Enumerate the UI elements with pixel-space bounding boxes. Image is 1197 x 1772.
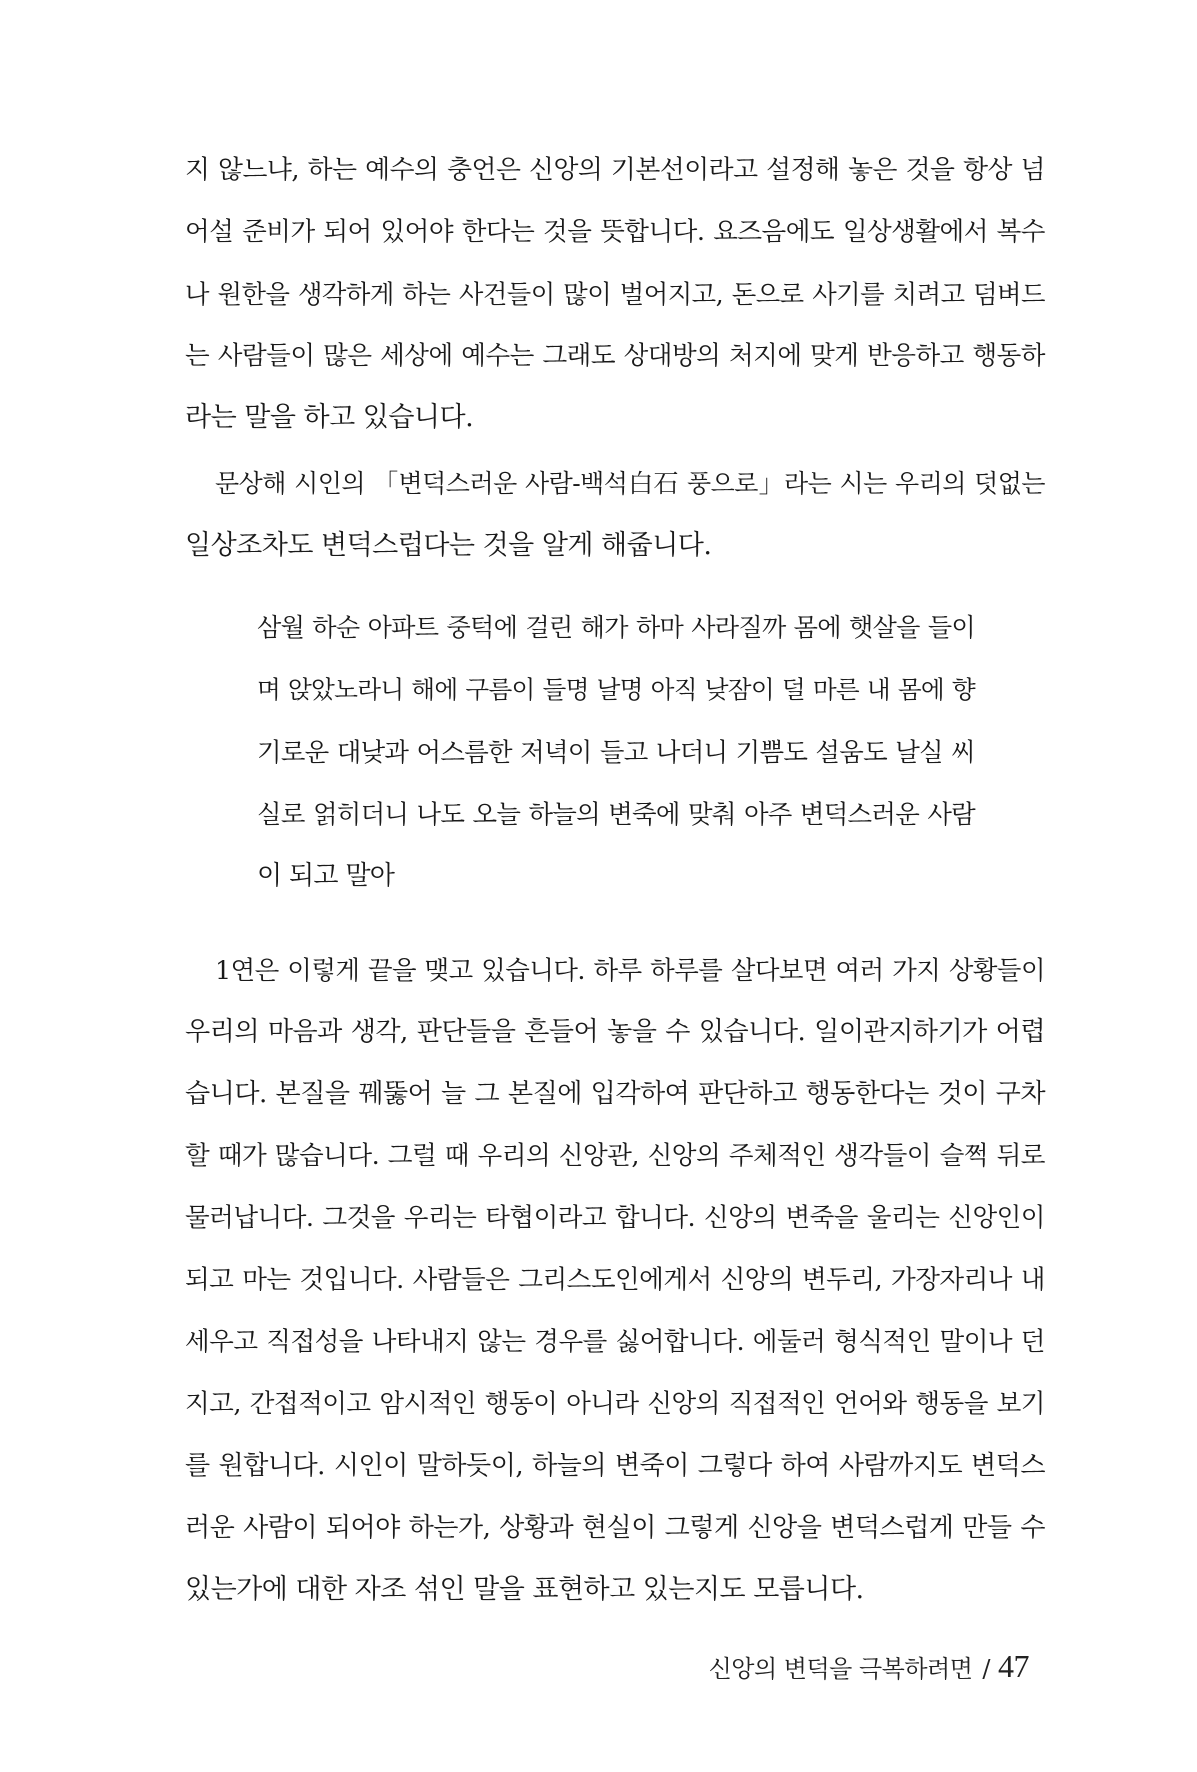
text-line: 어설 준비가 되어 있어야 한다는 것을 뜻합니다. 요즈음에도 일상생활에서 복수 xyxy=(185,217,1045,247)
paragraph-2 xyxy=(185,453,1045,577)
paragraph-1 xyxy=(185,139,1045,449)
text-line: 지 않느냐, 하는 예수의 충언은 신앙의 기본선이라고 설정해 놓은 것을 항상 넘 xyxy=(185,155,1045,185)
poem-quote xyxy=(257,597,975,907)
text-line: 는 사람들이 많은 세상에 예수는 그래도 상대방의 처지에 맞게 반응하고 행동하 xyxy=(185,341,1045,371)
page-number: 47 xyxy=(998,1648,1029,1684)
text-line: 러운 사람이 되어야 하는가, 상황과 현실이 그렇게 신앙을 변덕스럽게 만들 수 xyxy=(185,1513,1045,1543)
page-footer xyxy=(709,1648,1029,1685)
quote-line: 며 앉았노라니 해에 구름이 들명 날명 아직 낮잠이 덜 마른 내 몸에 향 xyxy=(257,675,975,704)
text-line: 우리의 마음과 생각, 판단들을 흔들어 놓을 수 있습니다. 일이관지하기가 어렵 xyxy=(185,1017,1045,1047)
quote-line: 기로운 대낮과 어스름한 저녁이 들고 나더니 기쁨도 설움도 날실 씨 xyxy=(257,737,975,767)
text-line: 문상해 시인의 「변덕스러운 사람-백석白石 풍으로」라는 시는 우리의 덧없는 xyxy=(215,469,1045,498)
footer-separator: / xyxy=(982,1655,990,1683)
quote-line: 이 되고 말아 xyxy=(257,861,395,891)
text-line: 할 때가 많습니다. 그럴 때 우리의 신앙관, 신앙의 주체적인 생각들이 슬쩍 뒤로 xyxy=(185,1141,1045,1171)
text-line: 있는가에 대한 자조 섞인 말을 표현하고 있는지도 모릅니다. xyxy=(185,1574,864,1605)
text-line: 물러납니다. 그것을 우리는 타협이라고 합니다. 신앙의 변죽을 울리는 신앙인이 xyxy=(185,1203,1045,1233)
paragraph-3 xyxy=(185,939,1045,1621)
running-title: 신앙의 변덕을 극복하려면 xyxy=(708,1655,973,1683)
text-line: 1연은 이렇게 끝을 맺고 있습니다. 하루 하루를 살다보면 여러 가지 상황들이 xyxy=(215,955,1045,985)
quote-line: 실로 얽히더니 나도 오늘 하늘의 변죽에 맞춰 아주 변덕스러운 사람 xyxy=(257,799,975,829)
quote-line: 삼월 하순 아파트 중턱에 걸린 해가 하마 사라질까 몸에 햇살을 들이 xyxy=(257,613,975,642)
text-line: 되고 마는 것입니다. 사람들은 그리스도인에게서 신앙의 변두리, 가장자리나 내 xyxy=(185,1265,1045,1295)
text-line: 를 원합니다. 시인이 말하듯이, 하늘의 변죽이 그렇다 하여 사람까지도 변덕스 xyxy=(185,1451,1045,1481)
text-line: 라는 말을 하고 있습니다. xyxy=(185,402,474,433)
text-line: 일상조차도 변덕스럽다는 것을 알게 해줍니다. xyxy=(185,530,712,561)
text-line: 나 원한을 생각하게 하는 사건들이 많이 벌어지고, 돈으로 사기를 치려고 덤벼드 xyxy=(185,279,1045,309)
text-line: 지고, 간접적이고 암시적인 행동이 아니라 신앙의 직접적인 언어와 행동을 보기 xyxy=(185,1389,1045,1419)
text-line: 습니다. 본질을 꿰뚫어 늘 그 본질에 입각하여 판단하고 행동한다는 것이 구차 xyxy=(185,1079,1045,1109)
text-line: 세우고 직접성을 나타내지 않는 경우를 싫어합니다. 에둘러 형식적인 말이나 던 xyxy=(185,1327,1045,1357)
